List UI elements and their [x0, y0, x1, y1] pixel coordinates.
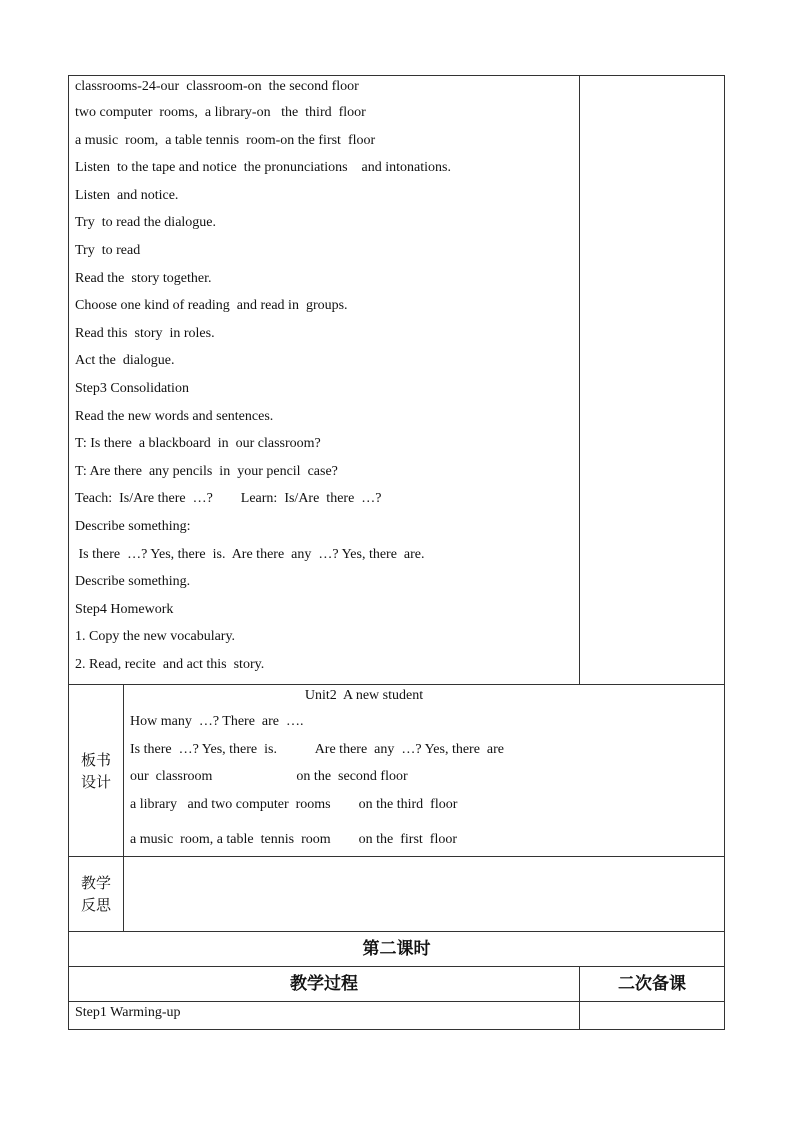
board-label-line-2: 设计 — [80, 772, 111, 791]
process-line: Act the dialogue. — [75, 353, 175, 369]
teaching-process-cell — [69, 76, 580, 685]
process-line: a music room, a table tennis room-on the first floor — [75, 132, 376, 148]
header-row — [69, 967, 725, 1002]
reflection-row — [69, 857, 725, 932]
process-line: Try to read — [75, 242, 141, 258]
lesson-plan-table — [68, 75, 725, 1030]
board-line: Is there …? Yes, there is. Are there any …? Yes, there are — [130, 741, 505, 757]
board-design-label — [69, 749, 123, 793]
board-line: How many …? There are …. — [130, 714, 304, 729]
reflection-label-cell — [69, 857, 124, 932]
process-line: Describe something: — [75, 518, 191, 534]
process-line: Is there …? Yes, there is. Are there any …? Yes, there are. — [75, 546, 425, 562]
reflection-label-line-1: 教学 — [80, 874, 111, 892]
step1-line: Step1 Warming-up — [75, 1005, 181, 1020]
process-header-cell — [69, 967, 580, 1002]
prep-header-cell — [580, 967, 725, 1002]
process-line: Describe something. — [75, 574, 191, 590]
process-line: two computer rooms, a library-on the third floor — [75, 105, 366, 120]
lesson-title-cell — [69, 932, 725, 967]
board-design-lines — [124, 685, 724, 856]
process-line: Choose one kind of reading and read in groups. — [75, 298, 348, 314]
board-line: a music room, a table tennis room on the first floor — [130, 832, 457, 848]
step1-lines — [69, 1002, 579, 1027]
reflection-label — [69, 872, 123, 916]
process-line: Read the story together. — [75, 270, 212, 286]
board-design-row — [69, 685, 725, 857]
process-line: 1. Copy the new vocabulary. — [75, 629, 236, 645]
step1-prep-cell — [580, 1002, 725, 1030]
step1-cell — [69, 1002, 580, 1030]
process-line: Try to read the dialogue. — [75, 215, 217, 231]
process-line: 2. Read, recite and act this story. — [75, 656, 265, 672]
reflection-label-line-2: 反思 — [80, 896, 111, 914]
process-header: 教学过程 — [290, 974, 358, 994]
board-label-line-1: 板书 — [80, 750, 111, 769]
process-line: Listen and notice. — [75, 187, 179, 203]
secondary-prep-cell — [580, 76, 725, 685]
continuation-lines — [69, 76, 579, 680]
board-design-content-cell — [124, 685, 725, 857]
process-line: T: Is there a blackboard in our classroom? — [75, 436, 321, 452]
process-line: Step4 Homework — [75, 601, 174, 617]
board-title: Unit2 A new student — [304, 688, 424, 703]
process-line: Read the new words and sentences. — [75, 408, 274, 424]
process-line: Step3 Consolidation — [75, 380, 189, 396]
reflection-content-cell — [124, 857, 725, 932]
board-line: our classroom on the second floor — [130, 769, 408, 785]
step1-row — [69, 1002, 725, 1030]
continuation-row — [69, 76, 725, 685]
lesson-title: 第二课时 — [362, 939, 431, 959]
process-line: Teach: Is/Are there …? Learn: Is/Are there …? — [75, 491, 382, 507]
board-design-label-cell — [69, 685, 124, 857]
process-line: Listen to the tape and notice the pronunciations and intonations. — [75, 160, 451, 176]
lesson-title-row — [69, 932, 725, 967]
process-line: T: Are there any pencils in your pencil case? — [75, 463, 338, 479]
process-line: classrooms-24-our classroom-on the second floor — [75, 79, 359, 94]
prep-header: 二次备课 — [618, 974, 687, 994]
process-line: Read this story in roles. — [75, 325, 215, 341]
board-line: a library and two computer rooms on the third floor — [130, 796, 458, 812]
